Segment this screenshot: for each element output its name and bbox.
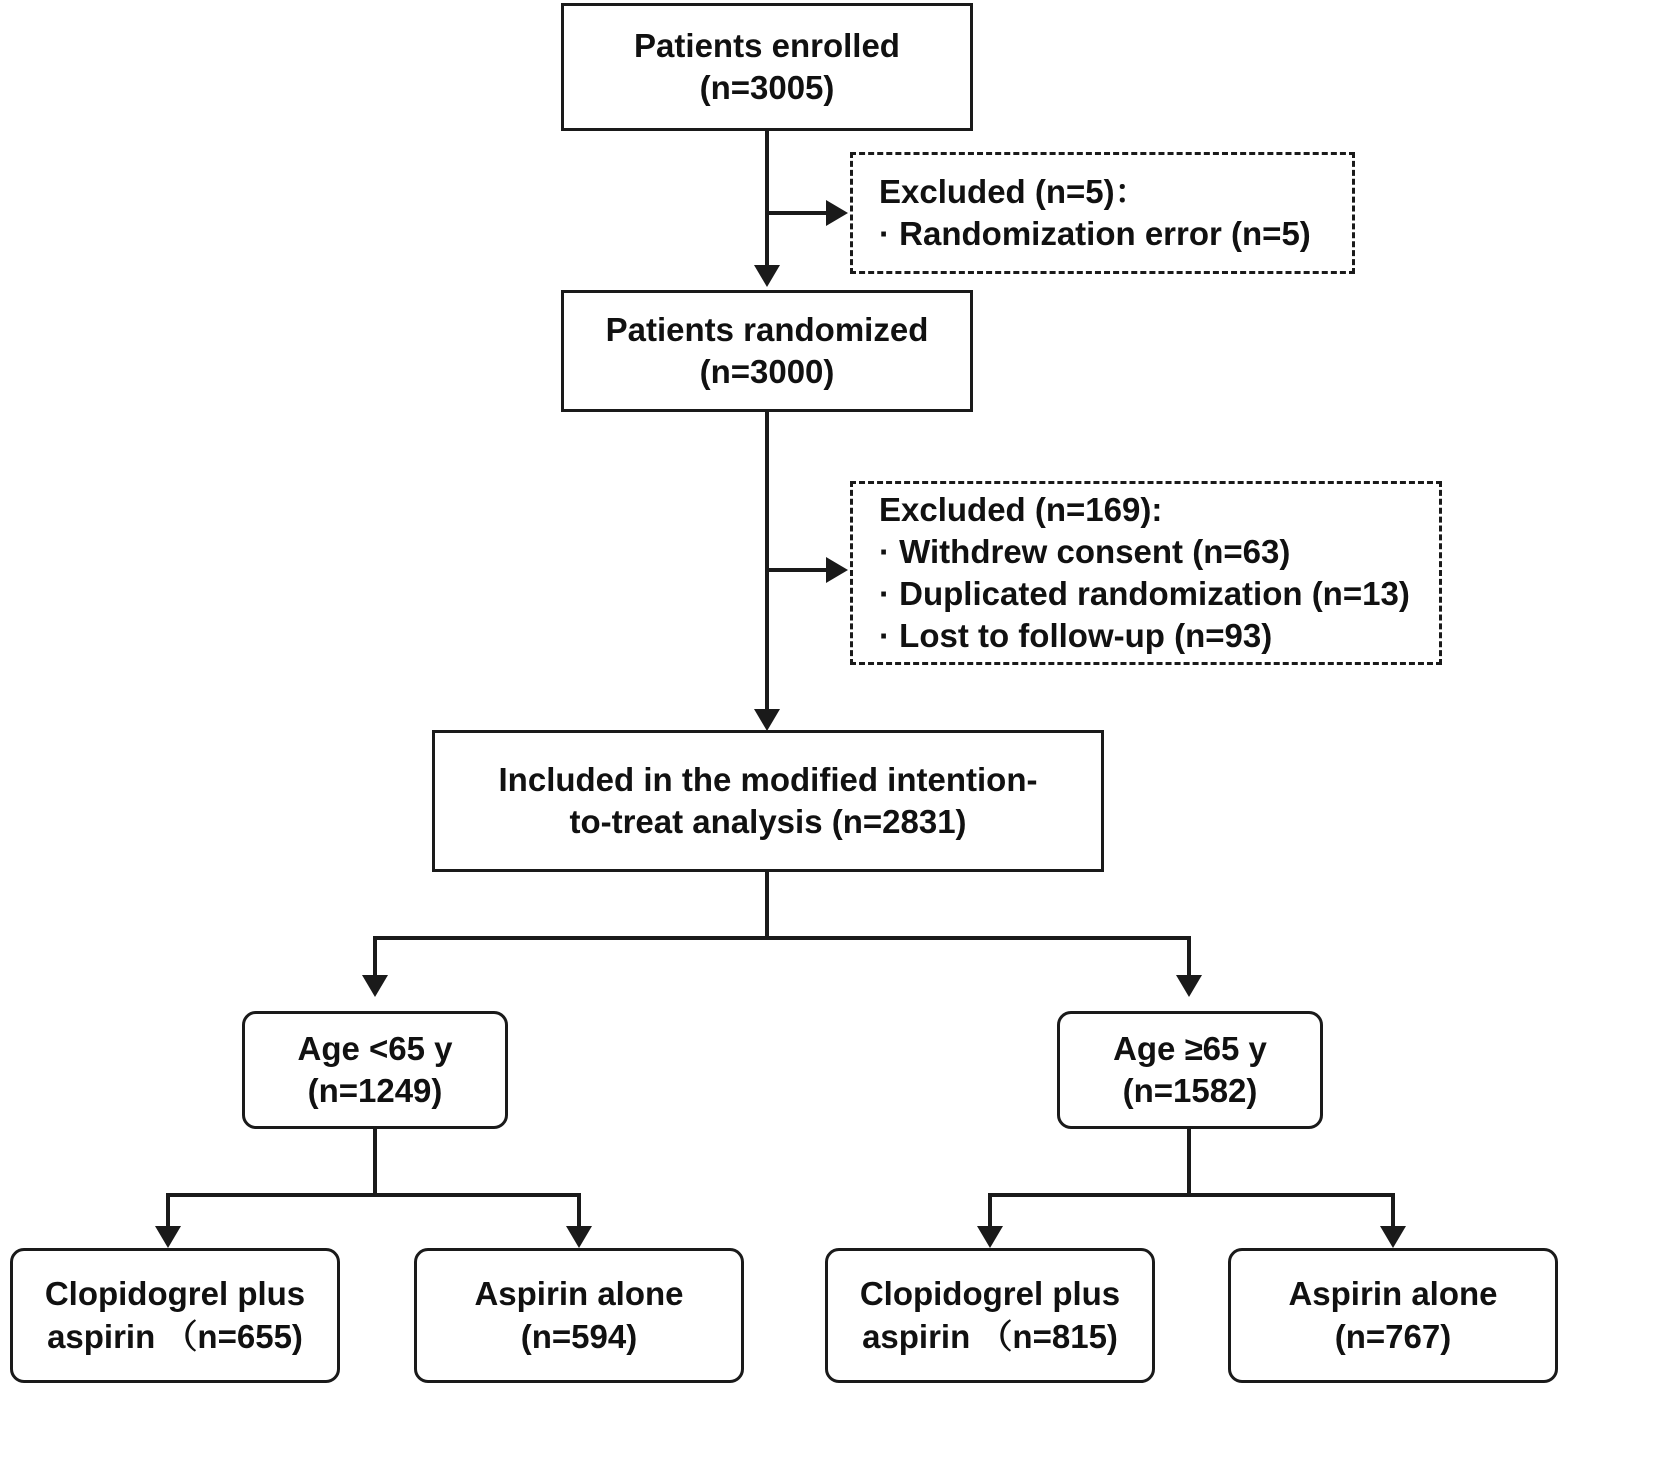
node-excluded-randomization-error: [850, 152, 1355, 274]
connector-enrolled-to-randomized: [765, 131, 769, 267]
connector-lt65-stem: [373, 1129, 377, 1195]
node-lt65-clopidogrel-line2: aspirin （n=655): [47, 1317, 303, 1355]
node-ge65-aspirin-alone: [1228, 1248, 1558, 1383]
arrowhead-lt65-aspirin: [566, 1226, 592, 1248]
arrowhead-excluded2: [826, 557, 848, 583]
arrowhead-enrolled-to-randomized: [754, 265, 780, 287]
node-excluded2-line4: · Lost to follow-up (n=93): [879, 617, 1273, 655]
node-patients-enrolled-line1: Patients enrolled: [634, 26, 900, 64]
node-lt65-clopidogrel-line1: Clopidogrel plus: [44, 1275, 306, 1313]
node-mitt-analysis: [432, 730, 1104, 872]
node-ge65-clopidogrel-plus-aspirin: [825, 1248, 1155, 1383]
arrowhead-lt65-clopidogrel: [155, 1226, 181, 1248]
node-mitt-line1: Included in the modified intention-: [498, 760, 1038, 798]
node-mitt-line2: to-treat analysis (n=2831): [569, 803, 967, 840]
node-ge65-clopidogrel-line2: aspirin （n=815): [862, 1317, 1118, 1355]
node-patients-randomized-line2: (n=3000): [699, 353, 835, 390]
node-age-lt65-line2: (n=1249): [307, 1072, 443, 1109]
node-age-lt65-line1: Age <65 y: [297, 1029, 453, 1067]
arrowhead-randomized-to-mitt: [754, 709, 780, 731]
node-patients-randomized: [561, 290, 973, 412]
connector-mitt-stem: [765, 872, 769, 938]
node-age-ge-65: [1057, 1011, 1323, 1129]
node-age-ge65-line2: (n=1582): [1122, 1072, 1258, 1109]
node-excluded1-line2: · Randomization error (n=5): [879, 215, 1311, 252]
node-excluded1-line1: Excluded (n=5)：: [879, 172, 1148, 210]
node-lt65-aspirin-alone: [414, 1248, 744, 1383]
arrowhead-ge65-aspirin: [1380, 1226, 1406, 1248]
node-patients-enrolled: [561, 3, 973, 131]
connector-ge65-split: [988, 1193, 1395, 1197]
node-lt65-clopidogrel-plus-aspirin: [10, 1248, 340, 1383]
node-excluded2-line3: · Duplicated randomization (n=13): [879, 575, 1410, 612]
node-excluded-followup: [850, 481, 1442, 665]
connector-ge65-stem: [1187, 1129, 1191, 1195]
node-patients-randomized-line1: Patients randomized: [605, 310, 929, 348]
connector-lt65-split: [166, 1193, 581, 1197]
connector-enrolled-to-excluded1: [765, 211, 831, 215]
node-ge65-aspirin-line2: (n=767): [1334, 1317, 1452, 1355]
node-lt65-aspirin-line1: Aspirin alone: [474, 1275, 684, 1313]
arrowhead-ge65: [1176, 975, 1202, 997]
node-ge65-clopidogrel-line1: Clopidogrel plus: [859, 1275, 1121, 1313]
arrowhead-ge65-clopidogrel: [977, 1226, 1003, 1248]
node-ge65-aspirin-line1: Aspirin alone: [1288, 1275, 1498, 1313]
node-excluded2-line1: Excluded (n=169):: [879, 490, 1163, 528]
node-age-lt-65: [242, 1011, 508, 1129]
arrowhead-excluded1: [826, 200, 848, 226]
connector-mitt-split: [373, 936, 1191, 940]
node-lt65-aspirin-line2: (n=594): [520, 1317, 638, 1355]
node-excluded2-line2: · Withdrew consent (n=63): [879, 532, 1291, 570]
arrowhead-lt65: [362, 975, 388, 997]
connector-randomized-to-mitt: [765, 412, 769, 719]
connector-randomized-to-excluded2: [765, 568, 831, 572]
node-age-ge65-line1: Age ≥65 y: [1113, 1029, 1267, 1067]
node-patients-enrolled-line2: (n=3005): [699, 69, 835, 106]
